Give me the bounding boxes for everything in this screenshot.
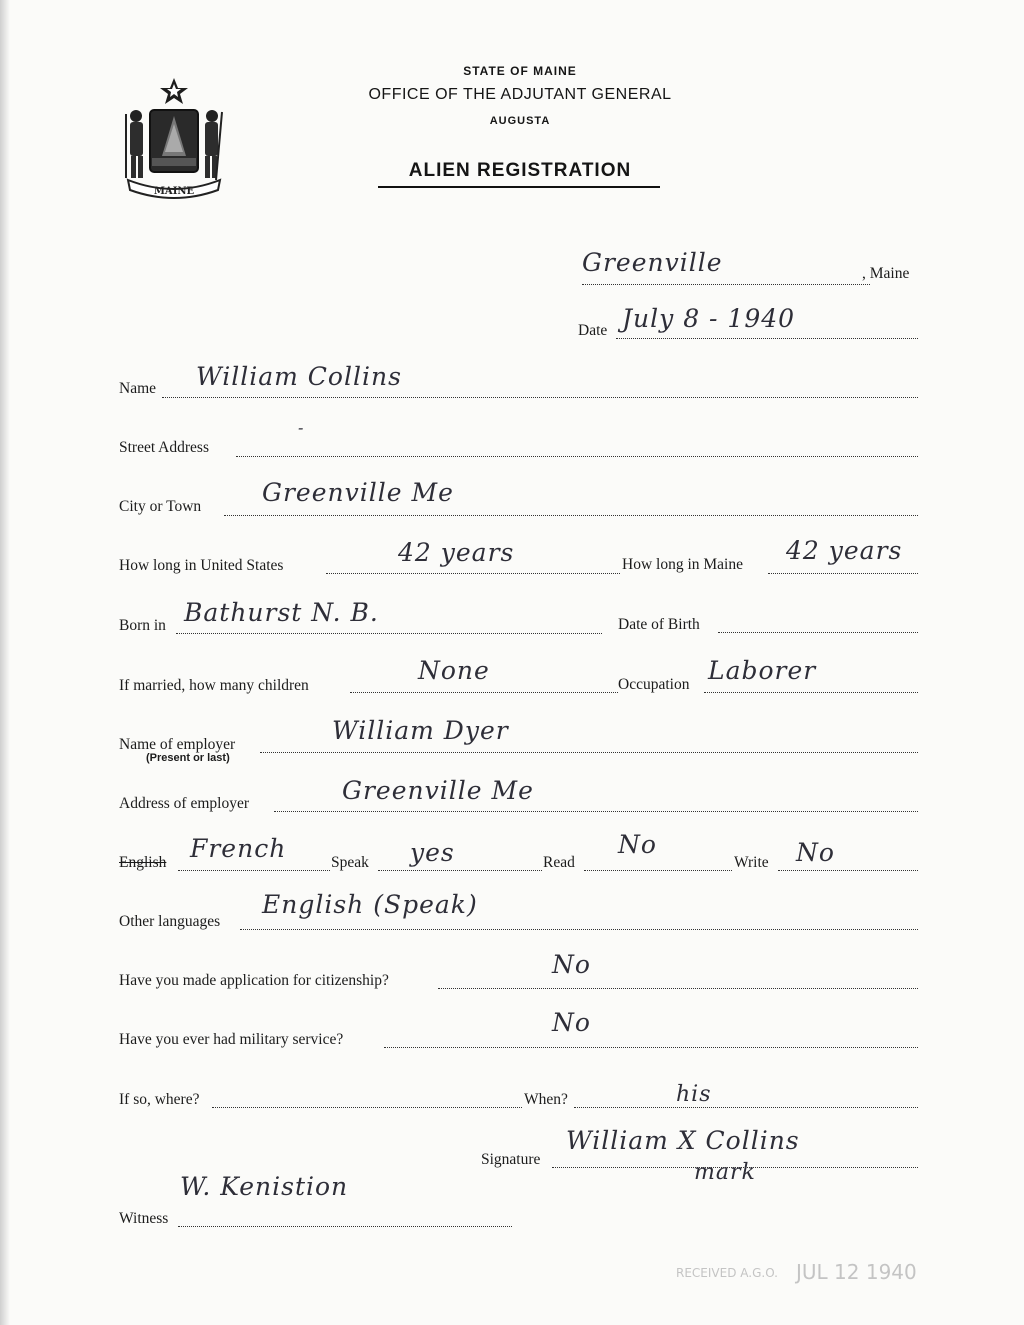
date-line <box>616 338 918 339</box>
city-line <box>224 515 918 516</box>
header-city: AUGUSTA <box>489 115 551 127</box>
military-label: Have you ever had military service? <box>119 1031 344 1048</box>
date-value: July 8 - 1940 <box>622 304 796 333</box>
street-line <box>236 456 918 457</box>
employer-address-line <box>274 811 918 812</box>
english-label: English <box>119 854 167 871</box>
signature-his: his <box>676 1082 712 1107</box>
date-of-birth-line <box>718 632 918 633</box>
employer-note: (Present or last) <box>146 752 230 764</box>
employer-address-label: Address of employer <box>119 795 249 812</box>
born-in-value: Bathurst N. B. <box>184 598 379 627</box>
witness-value: W. Kenistion <box>180 1172 349 1201</box>
speak-label: Speak <box>331 854 369 871</box>
born-in-label: Born in <box>119 617 166 634</box>
employer-label: Name of employer <box>119 736 236 753</box>
other-languages-line <box>240 929 918 930</box>
how-long-maine-label: How long in Maine <box>622 556 743 573</box>
write-value: No <box>796 838 835 867</box>
street-label: Street Address <box>119 439 209 456</box>
city-value: Greenville Me <box>262 478 454 507</box>
how-long-us-label: How long in United States <box>119 557 284 574</box>
occupation-line <box>704 692 918 693</box>
read-line <box>584 870 732 871</box>
date-of-birth-label: Date of Birth <box>618 616 700 633</box>
when-line <box>574 1107 918 1108</box>
how-long-us-line <box>326 573 620 574</box>
military-value: No <box>552 1008 591 1037</box>
write-line <box>778 870 918 871</box>
write-label: Write <box>734 854 769 871</box>
town-line <box>582 284 870 285</box>
employer-value: William Dyer <box>332 716 509 745</box>
citizenship-label: Have you made application for citizenship? <box>119 972 389 989</box>
received-stamp: RECEIVED A.G.O. <box>676 1266 778 1280</box>
witness-label: Witness <box>119 1210 169 1227</box>
received-stamp-date: JUL 12 1940 <box>796 1260 917 1284</box>
speak-line <box>378 870 542 871</box>
street-value: - <box>298 418 305 437</box>
name-label: Name <box>119 380 157 397</box>
citizenship-value: No <box>552 950 591 979</box>
other-languages-label: Other languages <box>119 913 221 930</box>
date-label: Date <box>578 322 608 339</box>
military-line <box>384 1047 918 1048</box>
how-long-us-value: 42 years <box>398 538 515 567</box>
witness-line <box>178 1226 512 1227</box>
signature-label: Signature <box>481 1151 541 1168</box>
how-long-maine-line <box>768 573 918 574</box>
where-label: If so, where? <box>119 1091 200 1108</box>
language-line <box>178 870 330 871</box>
when-label: When? <box>524 1091 568 1108</box>
children-value: None <box>418 656 490 685</box>
title-underline <box>378 186 660 188</box>
city-label: City or Town <box>119 498 202 515</box>
header-office: OFFICE OF THE ADJUTANT GENERAL <box>368 86 672 103</box>
svg-text:MAINE: MAINE <box>153 186 195 197</box>
scan-edge-shadow <box>0 0 10 1325</box>
name-line <box>162 397 918 398</box>
where-line <box>212 1107 522 1108</box>
signature-mark: mark <box>694 1160 756 1185</box>
employer-line <box>260 752 918 753</box>
speak-value: yes <box>410 838 455 867</box>
other-languages-value: English (Speak) <box>262 890 478 919</box>
read-label: Read <box>543 854 575 871</box>
citizenship-line <box>438 988 918 989</box>
form-title: ALIEN REGISTRATION <box>408 160 632 181</box>
children-label: If married, how many children <box>119 677 309 694</box>
maine-label: , Maine <box>862 265 910 282</box>
header-state: STATE OF MAINE <box>463 64 577 78</box>
signature-value: William X Collins <box>566 1126 800 1155</box>
name-value: William Collins <box>196 362 402 391</box>
born-in-line <box>176 633 602 634</box>
read-value: No <box>618 830 657 859</box>
occupation-value: Laborer <box>708 656 817 685</box>
occupation-label: Occupation <box>618 676 690 693</box>
language-value: French <box>190 834 287 863</box>
employer-address-value: Greenville Me <box>342 776 534 805</box>
children-line <box>350 692 618 693</box>
town-value: Greenville <box>582 248 723 277</box>
how-long-maine-value: 42 years <box>786 536 903 565</box>
